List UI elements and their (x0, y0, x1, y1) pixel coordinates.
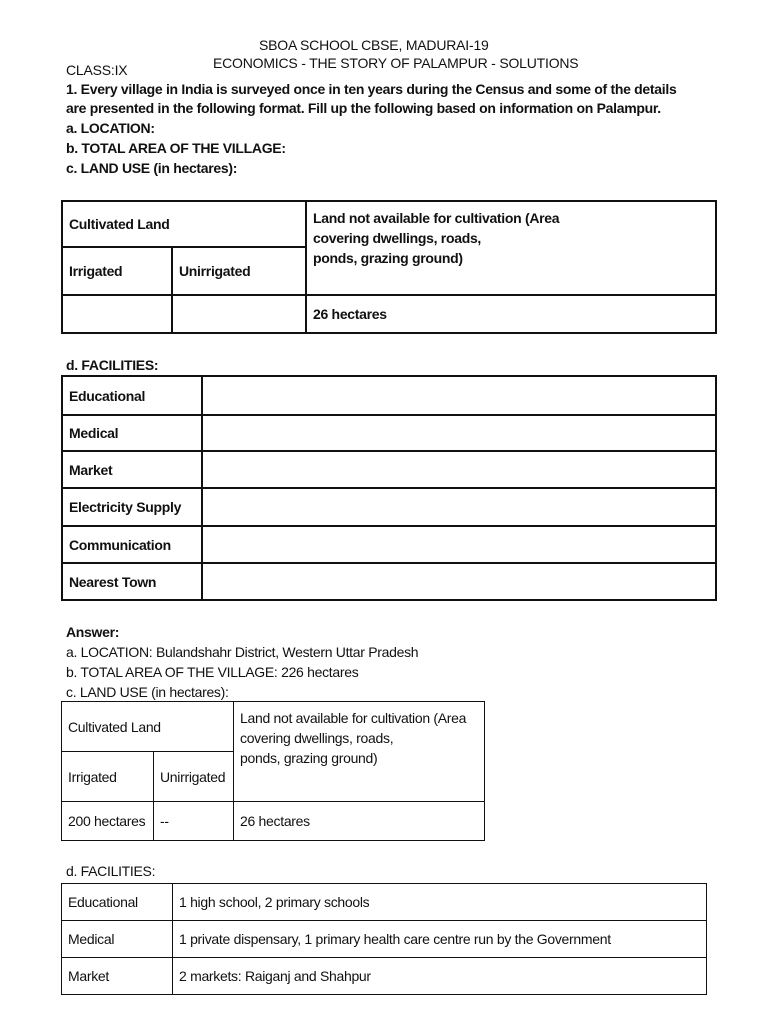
answer-total-area: b. TOTAL AREA OF THE VILLAGE: 226 hectares (66, 664, 359, 680)
answer-facility-label: Market (62, 958, 173, 995)
answer-not-available-line-1: Land not available for cultivation (Area (240, 710, 467, 726)
question-location: a. LOCATION: (66, 120, 155, 136)
unirrigated-blank-cell (172, 295, 306, 333)
not-available-line-3: ponds, grazing ground) (313, 250, 463, 266)
unirrigated-header: Unirrigated (172, 247, 306, 295)
answer-not-available-value: 26 hectares (234, 802, 485, 841)
school-name: SBOA SCHOOL CBSE, MADURAI-19 (259, 37, 489, 53)
answer-unirrigated-value: -- (154, 802, 234, 841)
answer-facilities-title: d. FACILITIES: (66, 863, 156, 879)
answer-not-available-header (234, 702, 485, 802)
facility-blank-cell (202, 563, 716, 600)
facility-blank-cell (202, 376, 716, 415)
answer-not-available-line-3: ponds, grazing ground) (240, 750, 378, 766)
answer-location: a. LOCATION: Bulandshahr District, Western Uttar Pradesh (66, 644, 419, 660)
answer-unirrigated-header: Unirrigated (154, 752, 234, 802)
answer-cultivated-land-header: Cultivated Land (62, 702, 234, 752)
facility-label: Nearest Town (62, 563, 202, 600)
not-available-line-1: Land not available for cultivation (Area (313, 210, 560, 226)
answer-irrigated-value: 200 hectares (62, 802, 154, 841)
question-facilities-table (61, 375, 717, 601)
question-total-area: b. TOTAL AREA OF THE VILLAGE: (66, 140, 286, 156)
not-available-line-2: covering dwellings, roads, (313, 230, 482, 246)
class-label: CLASS:IX (66, 62, 128, 78)
answer-facility-label: Medical (62, 921, 173, 958)
answer-title: Answer: (66, 624, 120, 640)
facility-label: Educational (62, 376, 202, 415)
irrigated-blank-cell (62, 295, 172, 333)
answer-facility-value: 2 markets: Raiganj and Shahpur (173, 958, 707, 995)
cultivated-land-header: Cultivated Land (62, 201, 306, 247)
facility-label: Medical (62, 415, 202, 451)
answer-facilities-table (61, 883, 707, 995)
not-available-header (306, 201, 716, 295)
facility-blank-cell (202, 451, 716, 488)
facility-blank-cell (202, 415, 716, 451)
question-facilities-title: d. FACILITIES: (66, 357, 159, 373)
facility-label: Market (62, 451, 202, 488)
question-line-1: 1. Every village in India is surveyed once in ten years during the Census and some of the details (66, 81, 677, 97)
question-land-use-table (61, 200, 717, 334)
answer-facility-value: 1 high school, 2 primary schools (173, 884, 707, 921)
question-line-2: are presented in the following format. Fill up the following based on information on Palampur. (66, 100, 661, 116)
answer-land-use: c. LAND USE (in hectares): (66, 684, 229, 700)
facility-blank-cell (202, 488, 716, 526)
facility-blank-cell (202, 526, 716, 563)
answer-facility-label: Educational (62, 884, 173, 921)
question-land-use: c. LAND USE (in hectares): (66, 160, 238, 176)
facility-label: Electricity Supply (62, 488, 202, 526)
answer-facility-value: 1 private dispensary, 1 primary health care centre run by the Government (173, 921, 707, 958)
answer-land-use-table (61, 701, 485, 841)
irrigated-header: Irrigated (62, 247, 172, 295)
facility-label: Communication (62, 526, 202, 563)
answer-irrigated-header: Irrigated (62, 752, 154, 802)
answer-not-available-line-2: covering dwellings, roads, (240, 730, 394, 746)
document-title: ECONOMICS - THE STORY OF PALAMPUR - SOLUTIONS (213, 55, 579, 71)
not-available-value: 26 hectares (306, 295, 716, 333)
